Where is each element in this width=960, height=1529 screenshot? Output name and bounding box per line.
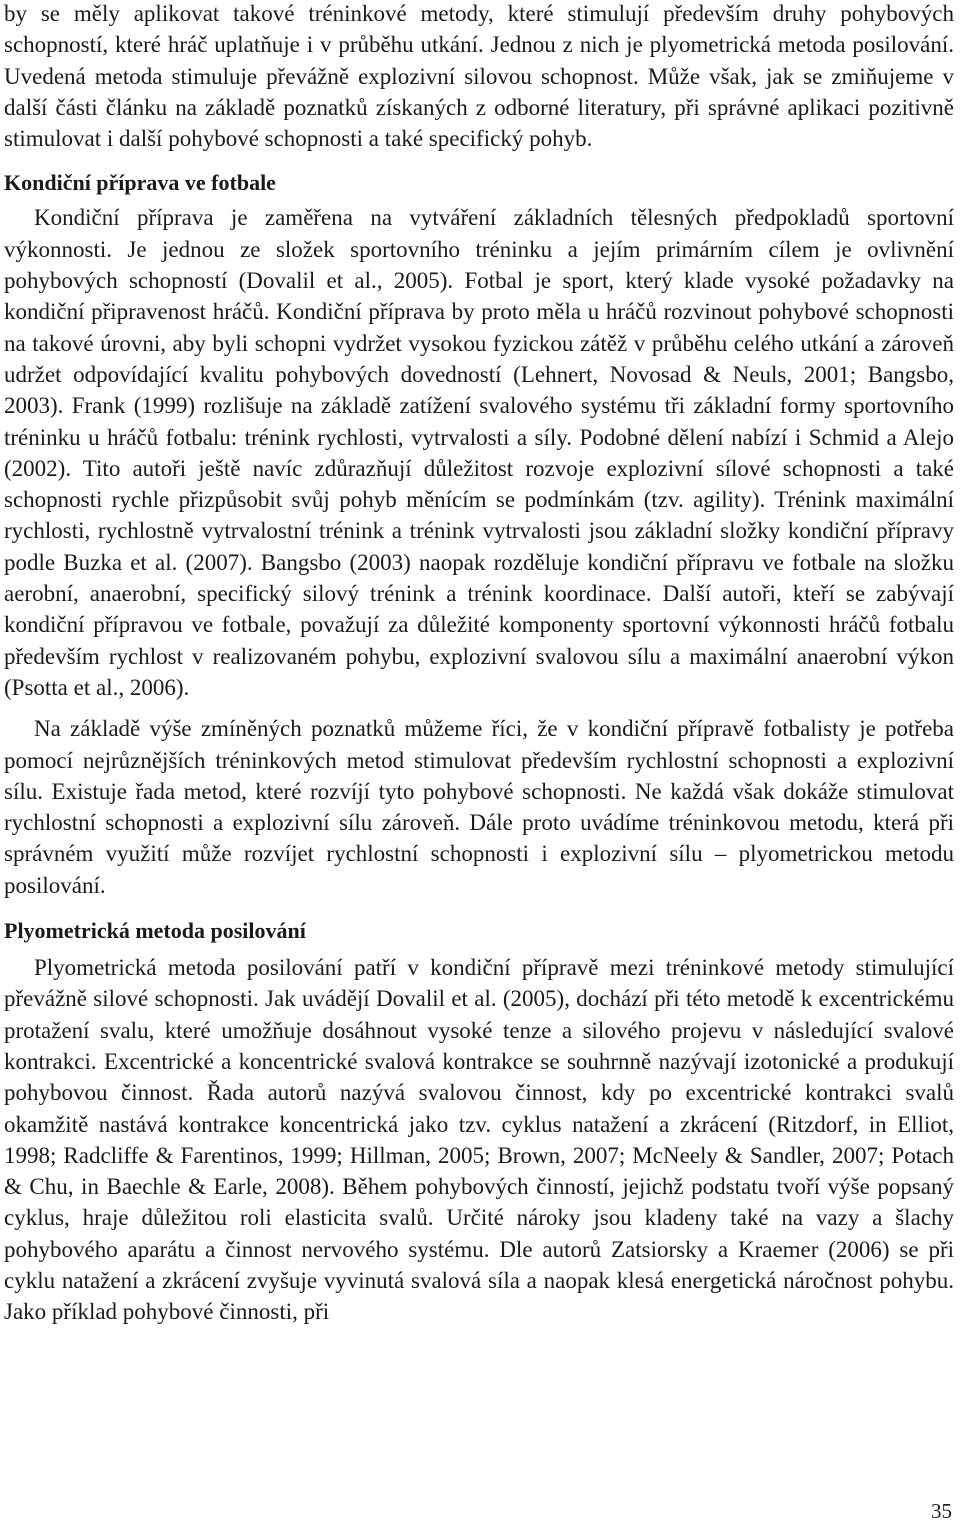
document-page	[4, 0, 954, 1328]
page-number: 35	[931, 1499, 952, 1523]
paragraph-plyometric: Plyometrická metoda posilování patří v kondiční přípravě mezi tréninkové metody stimulující převážně silové schopnosti. Jak uvádějí Dovalil et al. (2005), dochází při této metodě k excentrickému protažení svalu, které umožňuje dosáhnout vysoké tenze a silového projevu v následující svalové kontrakci. Excentrické a koncentrické svalová kontrakce se souhrnně nazývají izotonické a produkují pohybovou činnost. Řada autorů nazývá svalovou činnost, kdy po excentrické kontrakci svalů okamžitě nastává kontrakce koncentrická jako tzv. cyklus natažení a zkrácení (Ritzdorf, in Elliot, 1998; Radcliffe & Farentinos, 1999; Hillman, 2005; Brown, 2007; McNeely & Sandler, 2007; Potach & Chu, in Baechle & Earle, 2008). Během pohybových činností, jejichž podstatu tvoří výše popsaný cyklus, hraje důležitou roli elasticita svalů. Určité nároky jsou kladeny také na vazy a šlachy pohybového aparátu a činnost nervového systému. Dle autorů Zatsiorsky a Kraemer (2006) se při cyklu natažení a zkrácení zvyšuje vyvinutá svalová síla a naopak klesá energetická náročnost pohybu. Jako příklad pohybové činnosti, při	[4, 955, 954, 1325]
paragraph-summary: Na základě výše zmíněných poznatků můžeme říci, že v kondiční přípravě fotbalisty je potřeba pomocí nejrůznějších tréninkových metod stimulovat především rychlostní schopnosti a explozivní sílu. Existuje řada metod, které rozvíjí tyto pohybové schopnosti. Ne každá však dokáže stimulovat rychlostní schopnosti a explozivní sílu zároveň. Dále proto uvádíme tréninkovou metodu, která při správném využití může rozvíjet rychlostní schopnosti i explozivní sílu – plyometrickou metodu posilování.	[4, 716, 954, 898]
section-heading-plyometric: Plyometrická metoda posilování	[4, 918, 306, 944]
section-heading-conditioning: Kondiční příprava ve fotbale	[4, 170, 276, 196]
paragraph-conditioning: Kondiční příprava je zaměřena na vytváření základních tělesných předpokladů sportovní výkonnosti. Je jednou ze složek sportovního tréninku a jejím primárním cílem je ovlivnění pohybových schopností (Dovalil et al., 2005). Fotbal je sport, který klade vysoké požadavky na kondiční připravenost hráčů. Kondiční příprava by proto měla u hráčů rozvinout pohybové schopnosti na takové úrovni, aby byli schopni vydržet vysokou fyzickou zátěž v průběhu celého utkání a zároveň udržet odpovídající kvalitu pohybových dovedností (Lehnert, Novosad & Neuls, 2001; Bangsbo, 2003). Frank (1999) rozlišuje na základě zatížení svalového systému tři základní formy sportovního tréninku u hráčů fotbalu: trénink rychlosti, vytrvalosti a síly. Podobné dělení nabízí i Schmid a Alejo (2002). Tito autoři ještě navíc zdůrazňují důležitost rozvoje explozivní sílové schopnosti a také schopnosti rychle přizpůsobit svůj pohyb měnícím se podmínkám (tzv. agility). Trénink maximální rychlosti, rychlostně vytrvalostní trénink a trénink vytrvalosti jsou základní složky kondiční přípravy podle Buzka et al. (2007). Bangsbo (2003) naopak rozděluje kondiční přípravu ve fotbale na složku aerobní, anaerobní, specifický silový trénink a trénink koordinace. Další autoři, kteří se zabývají kondiční přípravou ve fotbale, považují za důležité komponenty sportovní výkonnosti hráčů fotbalu především rychlost v realizovaném pohybu, explozivní svalovou sílu a maximální anaerobní výkon (Psotta et al., 2006).	[4, 205, 954, 700]
paragraph-intro: by se měly aplikovat takové tréninkové metody, které stimulují především druhy pohybových schopností, které hráč uplatňuje i v průběhu utkání. Jednou z nich je plyometrická metoda posilování. Uvedená metoda stimuluje převážně explozivní silovou schopnost. Může však, jak se zmiňujeme v další části článku na základě poznatků získaných z odborné literatury, při správné aplikaci pozitivně stimulovat i další pohybové schopnosti a také specifický pohyb.	[4, 1, 954, 152]
